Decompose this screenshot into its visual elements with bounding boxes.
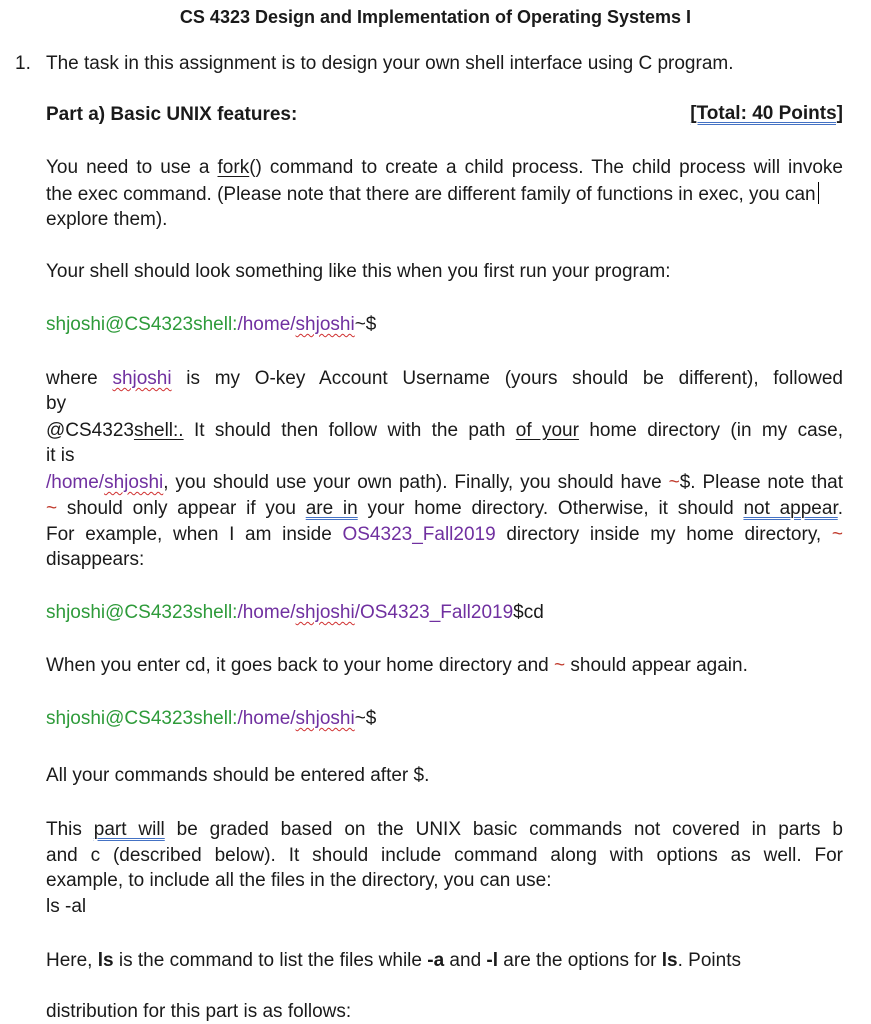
text-span: . Points [677, 950, 741, 971]
document-title: CS 4323 Design and Implementation of Operating Systems I [179, 7, 692, 27]
para6-line1 [46, 817, 843, 843]
para3-line6 [46, 496, 843, 522]
para3-line3 [46, 418, 843, 444]
para4 [46, 654, 748, 678]
text-span: (yours should be different), followed [490, 368, 843, 389]
directory-name: OS4323_Fall2019 [342, 524, 496, 545]
text-span: () command to create a child process. The child process will invoke [249, 157, 843, 178]
intro-text: The task in this assignment is to design your own shell interface using C program. [46, 53, 734, 74]
prompt-subdir: /OS4323_Fall2019 [354, 602, 514, 623]
text-span: When you enter cd, it goes back to your home directory and [46, 655, 554, 676]
text-span: your home directory. Otherwise, it should [357, 498, 744, 519]
prompt-suffix: $cd [513, 602, 544, 623]
text-span: You need to use a [46, 157, 218, 178]
prompt-prefix: shjoshi@CS4323shell: [46, 708, 238, 729]
part-a-heading: Part a) Basic UNIX features: [46, 104, 298, 125]
text-span: is my O-key Account Username [171, 368, 491, 389]
of-your-words: of your [515, 420, 579, 441]
fork-word: fork [217, 157, 250, 178]
para6-line2: and c (described below). It should include command along with options as well. For [46, 845, 843, 866]
para3-line8: disappears: [46, 549, 145, 570]
prompt-suffix: ~$ [354, 314, 377, 335]
text-span: directory inside my home directory, [495, 524, 832, 545]
text-span: . [837, 498, 844, 519]
para3-line1 [46, 366, 843, 392]
tilde-mark: ~ [46, 498, 58, 519]
para3-line7 [46, 522, 843, 548]
text-span: $. Please note that [679, 472, 843, 493]
para7 [46, 949, 741, 973]
tilde-mark: ~ [668, 472, 680, 493]
para6-line3: example, to include all the files in the directory, you can use: [46, 870, 552, 891]
para3-line2: by [46, 393, 67, 414]
prompt-prefix: shjoshi@CS4323shell: [46, 602, 238, 623]
text-span: , you should use your own path). Finally, you should have [163, 472, 669, 493]
prompt-suffix: ~$ [354, 708, 377, 729]
text-span: should appear again. [565, 655, 748, 676]
tilde-mark: ~ [831, 524, 843, 545]
path-user: shjoshi [104, 472, 164, 493]
path-text: /home/ [46, 472, 105, 493]
para2: Your shell should look something like this when you first run your program: [46, 261, 671, 282]
text-span: It should then follow with the path [183, 420, 516, 441]
text-span: is the command to list the files while [113, 950, 428, 971]
para1-line3: explore them). [46, 209, 168, 230]
text-span: where [46, 368, 113, 389]
para5: All your commands should be entered after $. [46, 765, 430, 786]
para8: distribution for this part is as follows: [46, 1001, 352, 1022]
text-span: be graded based on the UNIX basic commands not covered in parts b [164, 819, 843, 840]
shell-word: shell:. [133, 420, 184, 441]
part-will-words: part will [93, 819, 165, 840]
prompt-path: /home/ [237, 708, 296, 729]
prompt-user: shjoshi [295, 708, 355, 729]
para1-line1 [46, 155, 843, 181]
username-word: shjoshi [112, 368, 172, 389]
prompt-example-3 [46, 707, 376, 731]
text-span: home directory (in my case, [578, 420, 843, 441]
para6-command: ls -al [46, 896, 87, 917]
text-span: and [444, 950, 487, 971]
text-span: the exec command. (Please note that there are different family of functions in exec, you can [46, 184, 816, 205]
para1-line2 [46, 182, 819, 207]
prompt-example-2 [46, 601, 544, 625]
tilde-mark: ~ [554, 655, 566, 676]
prompt-prefix: shjoshi@CS4323shell: [46, 314, 238, 335]
prompt-path: /home/ [237, 314, 296, 335]
ls-command: ls [97, 950, 114, 971]
are-in-words: are in [305, 498, 358, 519]
text-span: are the options for [498, 950, 662, 971]
text-span: Here, [46, 950, 98, 971]
option-a: -a [427, 950, 445, 971]
part-a-total: [Total: 40 Points] [690, 103, 843, 124]
not-appear-words: not appear [743, 498, 838, 519]
text-span: For example, when I am inside [46, 524, 343, 545]
list-number: 1. [15, 53, 31, 74]
prompt-user: shjoshi [295, 602, 355, 623]
prompt-path: /home/ [237, 602, 296, 623]
text-span: @CS4323 [46, 420, 134, 441]
option-l: -l [486, 950, 499, 971]
text-span: This [46, 819, 94, 840]
prompt-example-1 [46, 313, 376, 337]
para3-line5 [46, 470, 843, 496]
prompt-user: shjoshi [295, 314, 355, 335]
text-span: should only appear if you [57, 498, 306, 519]
para3-line4: it is [46, 445, 75, 466]
ls-command: ls [661, 950, 678, 971]
text-cursor [818, 182, 819, 204]
